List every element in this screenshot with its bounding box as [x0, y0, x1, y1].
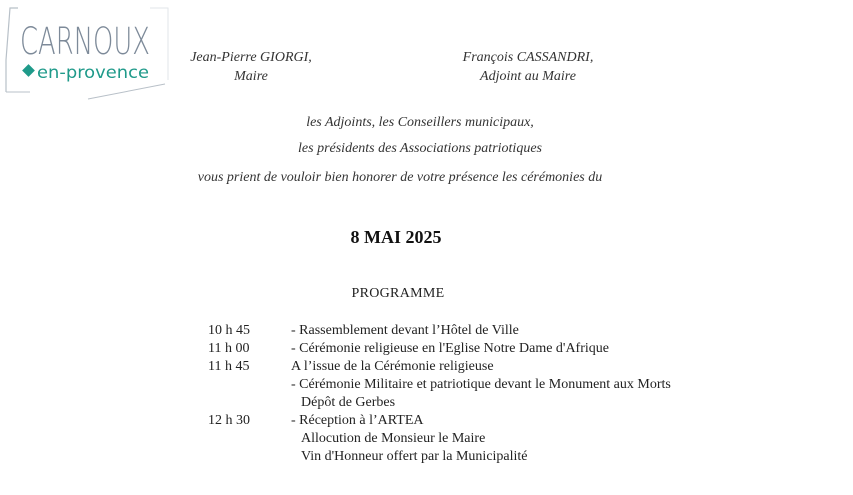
programme-row	[208, 412, 671, 430]
programme-time: 11 h 45	[208, 359, 250, 374]
signatory-deputy	[430, 48, 626, 86]
programme-text: Vin d'Honneur offert par la Municipalité	[301, 449, 528, 464]
programme-row	[208, 394, 671, 412]
intro-line-1: les Adjoints, les Conseillers municipaux,	[306, 115, 534, 130]
programme-text: A l’issue de la Cérémonie religieuse	[291, 359, 494, 374]
intro-line-3: vous prient de vouloir bien honorer de votre présence les cérémonies du	[197, 170, 603, 185]
signatory-role: Maire	[234, 69, 268, 84]
signatory-role: Adjoint au Maire	[480, 69, 576, 84]
programme-text: - Réception à l’ARTEA	[291, 413, 424, 428]
logo-diamond-icon	[22, 64, 35, 77]
logo-graphic	[0, 0, 175, 105]
programme-text: Allocution de Monsieur le Maire	[301, 431, 486, 446]
programme-row	[208, 430, 671, 448]
programme-text: - Cérémonie Militaire et patriotique devant le Monument aux Morts	[291, 377, 671, 392]
programme-row	[208, 340, 671, 358]
programme-text: Dépôt de Gerbes	[301, 395, 396, 410]
intro-line-2: les présidents des Associations patriotiques	[298, 141, 542, 156]
programme-time: 10 h 45	[208, 323, 250, 338]
programme-list	[208, 322, 671, 466]
signatory-name: François CASSANDRI,	[462, 50, 594, 65]
event-date: 8 MAI 2025	[350, 227, 442, 247]
programme-row	[208, 358, 671, 376]
signatory-name: Jean-Pierre GIORGI,	[190, 50, 312, 65]
programme-text: - Rassemblement devant l’Hôtel de Ville	[291, 323, 519, 338]
programme-text: - Cérémonie religieuse en l'Eglise Notre Dame d'Afrique	[291, 341, 609, 356]
signatory-mayor	[176, 48, 326, 86]
logo-text-bottom: en-provence	[37, 63, 149, 83]
logo-text-top: CARNOUX	[20, 20, 150, 63]
programme-row	[208, 448, 671, 466]
carnoux-logo	[0, 0, 175, 105]
programme-row	[208, 376, 671, 394]
programme-row	[208, 322, 671, 340]
programme-time: 12 h 30	[208, 413, 250, 428]
programme-time: 11 h 00	[208, 341, 250, 356]
programme-title: PROGRAMME	[351, 286, 445, 301]
